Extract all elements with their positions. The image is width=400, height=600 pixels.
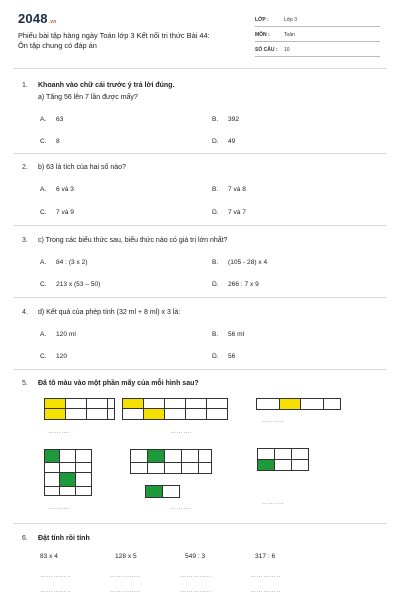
grid-cell: [86, 408, 108, 420]
grid-cell: [122, 408, 144, 420]
calc-item-2: 128 x 5: [115, 553, 137, 560]
grid-cell: [256, 398, 280, 410]
shaded-cell-green: [257, 459, 275, 471]
answer-blank[interactable]: ……….: [262, 500, 285, 506]
shaded-cell-yellow: [143, 408, 165, 420]
option-a[interactable]: A. 63: [40, 116, 64, 123]
grid-cell: [75, 486, 92, 496]
option-c[interactable]: C. 120: [40, 353, 68, 360]
shaded-cell-green: [147, 449, 165, 463]
shaded-cell-green: [145, 485, 163, 498]
meta-divider: [255, 56, 380, 57]
meta-divider: [255, 41, 380, 42]
section-divider: [14, 153, 386, 154]
answer-blank[interactable]: ……….: [48, 429, 71, 435]
meta-subject-value: Toán: [284, 32, 295, 38]
grid-cell: [181, 462, 199, 474]
answer-blank[interactable]: ……….: [170, 505, 193, 511]
option-c[interactable]: C. 213 x (53 – 50): [40, 281, 101, 288]
grid-cell: [75, 472, 92, 487]
meta-grade-value: Lớp 3: [284, 17, 298, 23]
calc-item-4: 317 : 6: [255, 553, 276, 560]
question-number: 2.: [22, 164, 28, 171]
question-number: 6.: [22, 535, 28, 542]
meta-subject-label: MÔN :: [255, 32, 270, 38]
question-text: a) Tăng 56 lên 7 lần được mấy?: [38, 94, 138, 101]
meta-count-label: SỐ CÂU :: [255, 47, 278, 53]
shaded-cell-green: [59, 472, 76, 487]
title-line-1: Phiếu bài tập hàng ngày Toán lớp 3 Kết nối tri thức Bài 44:: [18, 31, 210, 40]
section-divider: [14, 68, 386, 69]
grid-cell: [164, 462, 182, 474]
answer-blank[interactable]: …………..: [110, 588, 141, 594]
question-number: 4.: [22, 309, 28, 316]
grid-cell: [75, 449, 92, 463]
option-a[interactable]: A. 84 : (3 x 2): [40, 259, 88, 266]
question-text: Đặt tính rồi tính: [38, 535, 90, 542]
answer-blank[interactable]: …………..: [40, 588, 71, 594]
answer-blank[interactable]: …………..: [180, 573, 211, 579]
question-heading: Khoanh vào chữ cái trước ý trả lời đúng.: [38, 82, 175, 89]
option-a[interactable]: A. 6 và 3: [40, 186, 74, 193]
calc-item-1: 83 x 4: [40, 553, 58, 560]
grid-cell: [147, 462, 165, 474]
question-text: Đã tô màu vào một phần mấy của mỗi hình sau?: [38, 380, 199, 387]
grid-cell: [164, 408, 186, 420]
answer-blank[interactable]: …………..: [110, 573, 141, 579]
question-number: 5.: [22, 380, 28, 387]
answer-blank[interactable]: ……….: [262, 418, 285, 424]
option-a[interactable]: A. 120 ml: [40, 331, 76, 338]
answer-blank[interactable]: …………..: [250, 573, 281, 579]
grid-cell: [65, 408, 87, 420]
grid-cell: [274, 459, 292, 471]
option-d[interactable]: D. 56: [212, 353, 236, 360]
grid-cell: [44, 472, 60, 487]
option-d[interactable]: D. 49: [212, 138, 236, 145]
option-c[interactable]: C. 7 và 9: [40, 209, 74, 216]
grid-cell: [162, 485, 180, 498]
grid-cell: [181, 449, 199, 463]
page-title: [18, 31, 248, 51]
option-d[interactable]: D. 266 : 7 x 9: [212, 281, 259, 288]
option-b[interactable]: B. 7 và 8: [212, 186, 246, 193]
option-b[interactable]: B. (105 - 28) x 4: [212, 259, 268, 266]
site-logo: 2048.vn: [18, 11, 57, 26]
question-text: b) 63 là tích của hai số nào?: [38, 164, 126, 171]
option-d[interactable]: D. 7 và 7: [212, 209, 246, 216]
option-b[interactable]: B. 392: [212, 116, 240, 123]
grid-cell: [130, 449, 148, 463]
shaded-cell-green: [44, 449, 60, 463]
grid-cell: [300, 398, 324, 410]
question-text: d) Kết quả của phép tính (32 ml + 8 ml) x 3 là:: [38, 309, 181, 316]
question-number: 1.: [22, 82, 28, 89]
grid-cell: [59, 486, 76, 496]
grid-cell: [164, 449, 182, 463]
shaded-cell-yellow: [44, 408, 66, 420]
meta-divider: [255, 26, 380, 27]
calc-item-3: 549 : 3: [185, 553, 206, 560]
answer-blank[interactable]: …………..: [40, 573, 71, 579]
shaded-cell-yellow: [279, 398, 301, 410]
meta-count-value: 10: [284, 47, 290, 53]
answer-blank[interactable]: ……….: [170, 429, 193, 435]
grid-cell: [206, 408, 228, 420]
question-number: 3.: [22, 237, 28, 244]
grid-cell: [44, 486, 60, 496]
answer-blank[interactable]: …………..: [250, 588, 281, 594]
grid-cell: [291, 459, 309, 471]
section-divider: [14, 225, 386, 226]
title-line-2: Ôn tập chung có đáp án: [18, 41, 97, 50]
option-c[interactable]: C. 8: [40, 138, 60, 145]
section-divider: [14, 523, 386, 524]
grid-cell: [185, 408, 207, 420]
section-divider: [14, 369, 386, 370]
meta-grade-label: LỚP :: [255, 17, 269, 23]
option-b[interactable]: B. 56 ml: [212, 331, 245, 338]
grid-cell: [130, 462, 148, 474]
answer-blank[interactable]: …………..: [180, 588, 211, 594]
answer-blank[interactable]: ……….: [48, 505, 71, 511]
question-text: c) Trong các biểu thức sau, biểu thức nào có giá trị lớn nhất?: [38, 237, 228, 244]
grid-cell: [323, 398, 341, 410]
section-divider: [14, 297, 386, 298]
grid-cell: [59, 449, 76, 463]
grid-cell: [198, 449, 212, 463]
grid-cell: [107, 408, 115, 420]
grid-cell: [198, 462, 212, 474]
